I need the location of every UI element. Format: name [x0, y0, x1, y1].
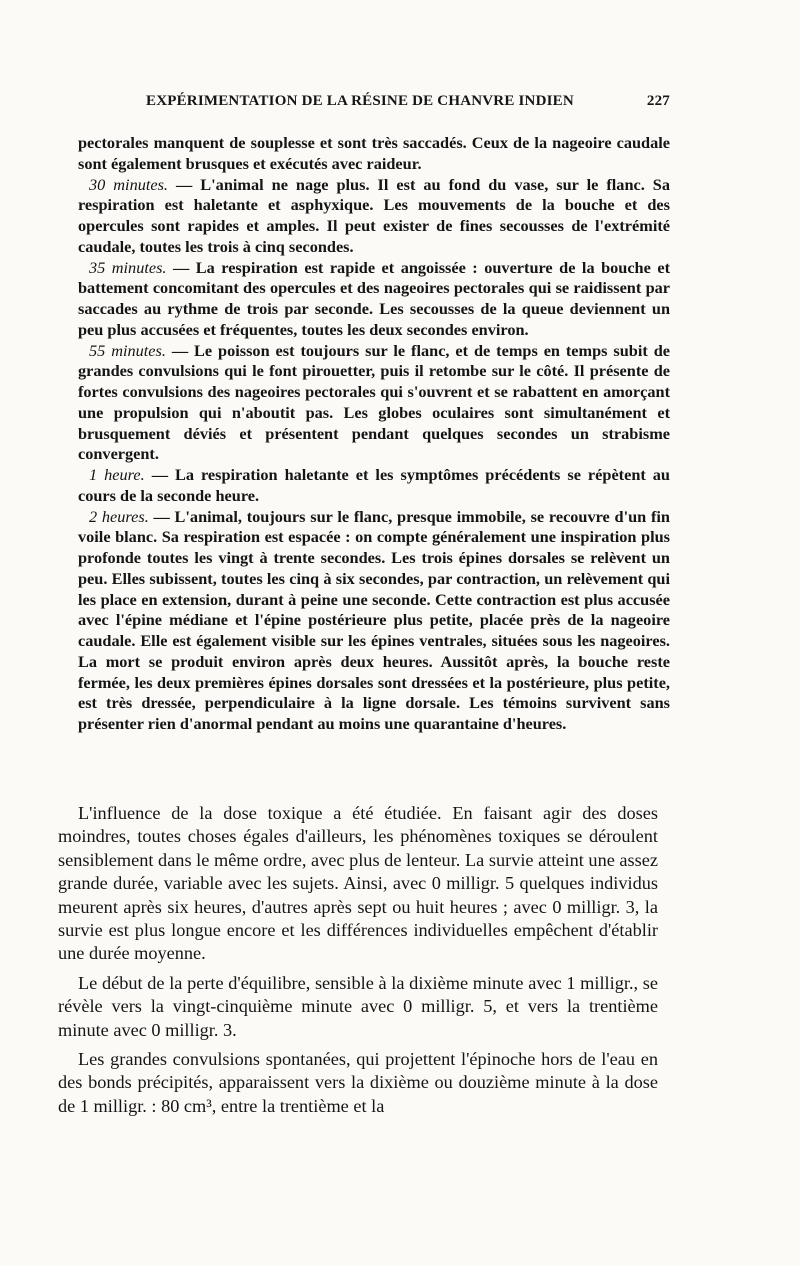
observation-entry — [78, 341, 670, 466]
entry-time: 30 minutes. — [89, 174, 169, 194]
page-number: 227 — [646, 93, 670, 109]
observation-entry — [78, 507, 670, 735]
body-paragraph: Les grandes convulsions spontanées, qui projettent l'épinoche hors de l'eau en des bonds précipités, apparaissent vers la dixième ou douzième minute à la dose de 1 milligr. : 80 cm³, entre la trentième et la — [58, 1049, 658, 1116]
continuation-paragraph: pectorales manquent de souplesse et sont très saccadés. Ceux de la nageoire caudale sont également brusques et exécutés avec raideur. — [78, 133, 670, 173]
entry-text: — La respiration est rapide et angoissée : ouverture de la bouche et battement concomitant des opercules et des nageoires pectorales qui se raidissent par saccades au rythme de trois par seconde. Les secousses de la queue deviennent un peu plus accusées et fréquentes, toutes les deux secondes environ. — [78, 257, 670, 339]
body-paragraph: Le début de la perte d'équilibre, sensible à la dixième minute avec 1 milligr., se révèle vers la vingt-cinquième minute avec 0 milligr. 5, et vers la trentième minute avec 0 milligr. 3. — [58, 972, 658, 1040]
entry-time: 35 minutes. — [89, 257, 167, 277]
observation-entry — [78, 175, 670, 258]
running-head-title: EXPÉRIMENTATION DE LA RÉSINE DE CHANVRE INDIEN — [146, 93, 574, 109]
entry-text: — Le poisson est toujours sur le flanc, et de temps en temps subit de grandes convulsions qui le font pirouetter, puis il retombe sur le côté. Il présente de fortes convulsions des nageoires pectorales qui s'ouvrent et se rabattent en amorçant une propulsion qui n'aboutit pas. Les globes oculaires sont simultanément et brusquement déviés et présentent pendant quelques secondes un strabisme convergent. — [78, 340, 670, 464]
entry-time: 55 minutes. — [89, 340, 166, 360]
observation-notes — [78, 133, 670, 735]
body-text — [58, 802, 658, 1124]
entry-time: 1 heure. — [89, 465, 145, 484]
observation-entry — [78, 465, 670, 507]
entry-text: — La respiration haletante et les symptômes précédents se répètent au cours de la seconde heure. — [78, 465, 670, 505]
entry-text: — L'animal ne nage plus. Il est au fond du vase, sur le flanc. Sa respiration est haletante et asphyxique. Les mouvements de la bouche et des opercules sont rapides et amples. Il peut exister de fines secousses de l'extrémité caudale, toutes les trois à cinq secondes. — [78, 174, 670, 256]
body-paragraph: L'influence de la dose toxique a été étudiée. En faisant agir des doses moindres, toutes choses égales d'ailleurs, les phénomènes toxiques se déroulent sensiblement dans le même ordre, avec plus de lenteur. La survie atteint une assez grande durée, variable avec les sujets. Ainsi, avec 0 milligr. 5 quelques individus meurent après six heures, d'autres après sept ou huit heures ; avec 0 milligr. 3, la survie est plus longue encore et les différences individuelles empêchent d'établir une durée moyenne. — [58, 803, 658, 964]
entry-text: — L'animal, toujours sur le flanc, presque immobile, se recouvre d'un fin voile blanc. Sa respiration est espacée : on compte généralement une inspiration plus profonde toutes les vingt à trente secondes. Les trois épines dorsales se relèvent un peu. Elles subissent, toutes les cinq à six secondes, par contraction, un relèvement qui les place en extension, durant à peine une seconde. Cette contraction est plus accusée avec l'épine médiane et l'épine postérieure plus petite, placée près de la nageoire caudale. Elle est également visible sur les épines ventrales, situées sous les nageoires. La mort se produit environ après deux heures. Aussitôt après, la bouche reste fermée, les deux premières épines dorsales sont dressées et la postérieure, plus petite, est très dressée, perpendiculaire à la ligne dorsale. Les témoins survivent sans présenter rien d'anormal pendant au moins une quarantaine d'heures. — [78, 506, 670, 733]
observation-entry — [78, 258, 670, 341]
entry-time: 2 heures. — [89, 506, 149, 526]
